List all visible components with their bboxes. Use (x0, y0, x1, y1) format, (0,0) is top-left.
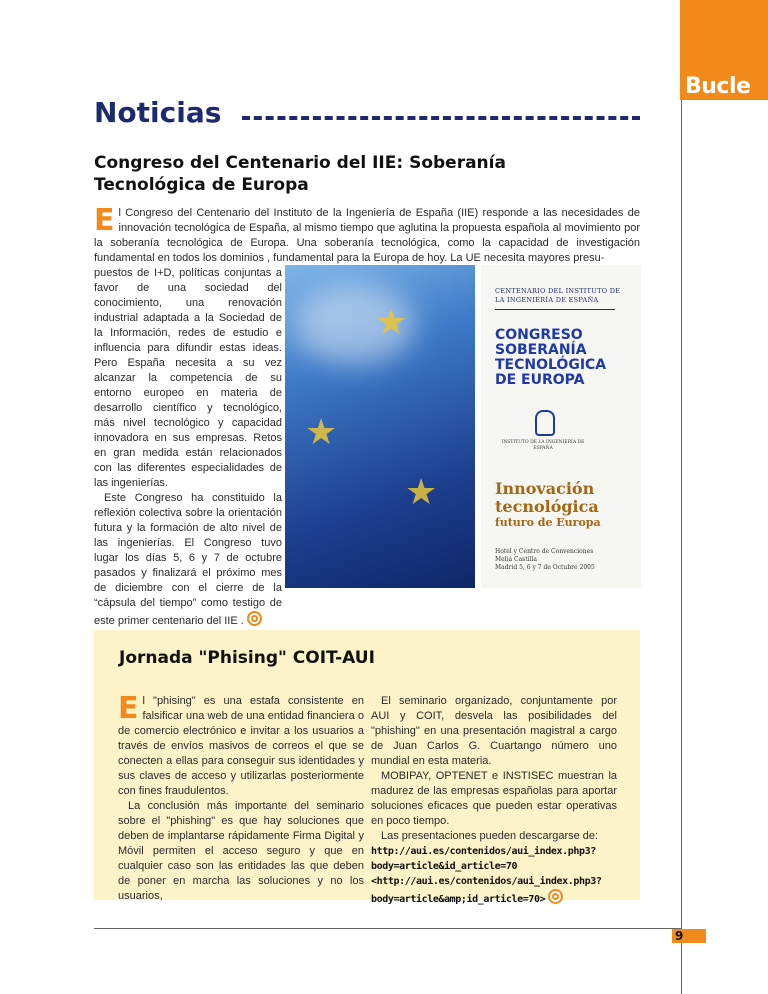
download-link-paragraph (371, 844, 617, 907)
poster-innovation: Innovación (495, 479, 595, 498)
box-column-right (371, 694, 617, 907)
box-paragraph: Las presentaciones pueden descargarse de: (381, 830, 599, 842)
page-number: 9 (672, 929, 706, 943)
star-icon: ★ (305, 412, 338, 453)
congress-poster-image (285, 265, 641, 588)
poster-headline: DE EUROPA (495, 372, 585, 388)
box-paragraph: La conclusión más importante del seminario sobre el "phishing" es que hay soluciones que deben de implantarse rápidamente Firma Digital y Móvil permiten el acceso seguro y que en cualquier caso son las entidades las que deben de poner en marcha las soluciones y no los usuarios, (118, 800, 364, 902)
section-title-dash (242, 116, 640, 120)
box-column-left (118, 691, 364, 904)
right-margin-rule (681, 100, 682, 994)
star-icon: ★ (405, 472, 438, 513)
eu-flag-background (285, 265, 475, 588)
end-of-article-icon (548, 889, 563, 904)
poster-headline: TECNOLÓGICA (495, 357, 607, 373)
poster-innovation: tecnológica (495, 497, 599, 516)
dropcap: E (94, 203, 115, 238)
article-title: Congreso del Centenario del IIE: Soberanía Tecnológica de Europa (94, 153, 506, 195)
poster-futuro: futuro de Europa (495, 516, 601, 529)
brand-logo: Bucle (685, 74, 751, 99)
article-intro (94, 203, 640, 266)
box-paragraph: El seminario organizado, conjuntamente por AUI y COIT, desvela las posibilidades del "phishing" en una presentación magistral a cargo de Juan Carlos G. Cuartango número uno mundial en esta materia. (371, 695, 617, 767)
end-of-article-icon (247, 611, 262, 626)
poster-seal-caption: INSTITUTO DE LA INGENIERÍA DE ESPAÑA (501, 440, 585, 451)
crest-icon (535, 410, 555, 436)
section-title: Noticias (94, 96, 222, 129)
box-paragraph: El "phising" es una estafa consistente en falsificar una web de una entidad financiera o de comercio electrónico e invitar a los usuarios a través de envíos masivos de correos el que se conecten a ellas para conseguir sus identidades y sus claves de acceso y utilizarlas posteriormente con fines fraudulentos. (118, 691, 364, 797)
intro-text: l Congreso del Centenario del Instituto de la Ingeniería de España (IIE) responde a las necesidades de innovación tecnológica de España, al mismo tiempo que aglutina la propuesta española al movimiento por la soberanía tecnológica de Europa. Una soberanía tecnológica, como la capacidad de investigación fundamental en todos los dominios , fundamental para la Europa de hoy. La UE necesita mayores presu- (94, 207, 640, 264)
poster-headline: SOBERANÍA (495, 342, 587, 358)
footer-rule (94, 928, 681, 929)
poster-institution: CENTENARIO DEL INSTITUTO DE LA INGENIERÍA DE ESPAÑA (495, 287, 621, 304)
poster-card (475, 265, 641, 588)
poster-headline: CONGRESO (495, 327, 583, 343)
download-link[interactable]: http://aui.es/contenidos/aui_index.php3?body=article&id_article=70 <http://aui.es/contenidos/aui_index.php3?body=article&amp;id_article=70> (371, 846, 602, 905)
article-paragraph: Este Congreso ha constituido la reflexión colectiva sobre la orientación futura y la formación de alto nivel de las ingenierías. El Congreso tuvo lugar los días 5, 6 y 7 de octubre pasados y finalizará el próximo mes de diciembre con el cierre de la “cápsula del tiempo” como testigo de este primer centenario del IIE . (94, 492, 282, 627)
dropcap: E (118, 691, 139, 726)
article-paragraph: puestos de I+D, políticas conjuntas a favor de una sociedad del conocimiento, una renovación industrial adaptada a la Sociedad de la Información, redes de estudio e influencia para difundir estas ideas. Pero España necesita a su vez alcanzar la competencia de su entorno europeo en materia de desarrollo científico y tecnológico, más nivel tecnológico y capacidad innovadora en sus empresas. Retos en gran medida están relacionados con las diferentes especialidades de las ingenierías. (94, 267, 282, 489)
poster-venue: Hotel y Centro de Convenciones Meliá Castilla Madrid 5, 6 y 7 de Octubre 2005 (495, 548, 595, 571)
box-title: Jornada "Phising" COIT-AUI (119, 648, 375, 668)
star-icon: ★ (375, 302, 408, 343)
article-column (94, 266, 282, 629)
box-paragraph: MOBIPAY, OPTENET e INSTISEC muestran la madurez de las empresas españolas para aportar soluciones eficaces que pueden estar operativas en poco tiempo. (371, 770, 617, 827)
